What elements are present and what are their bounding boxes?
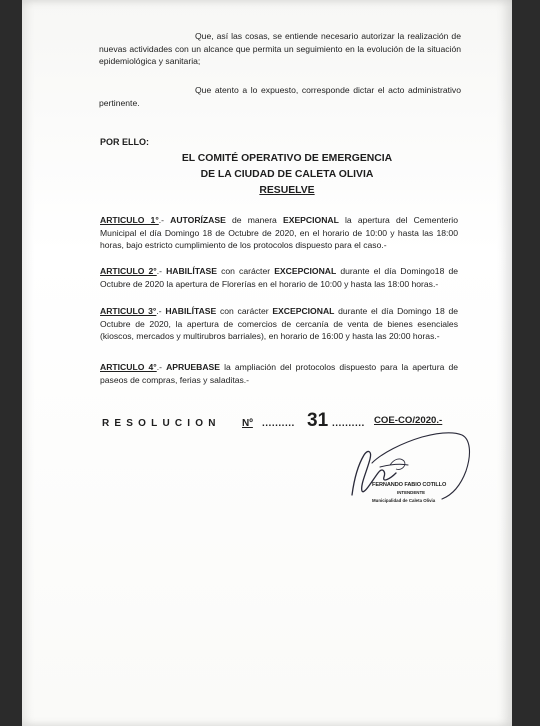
resolution-suffix: COE-CO/2020.- xyxy=(374,415,443,426)
article-1-label: ARTICULO 1° xyxy=(100,215,159,225)
signature-title: INTENDENTE xyxy=(397,490,426,495)
signature-organization: Municipalidad de Caleta Olivia xyxy=(372,498,436,503)
document-page xyxy=(22,0,512,726)
article-3-label: ARTICULO 3° xyxy=(100,306,157,316)
heading-line-2: DE LA CIUDAD DE CALETA OLIVIA xyxy=(200,169,374,180)
article-2: ARTICULO 2°.- HABILÍTASE con carácter EXCEPCIONAL durante el día Domingo18 de Octubre de 2020 la apertura de Florerías en el horario de 10:00 y hasta las 18:00 horas.- xyxy=(100,266,459,289)
resolution-nro-label: Nº xyxy=(242,418,253,429)
article-1: ARTICULO 1°.- AUTORÍZASE de manera EXEPCIONAL la apertura del Cementerio Municipal el día Domingo 18 de Octubre de 2020, en el horario de 10:00 y hasta las 18:00 horas, bajo estricto cumplimiento de los protocolos dispuesto para el caso.- xyxy=(100,215,458,251)
por-ello-label: POR ELLO: xyxy=(100,137,149,147)
paragraph-considerando-2: Que atento a lo expuesto, corresponde dictar el acto administrativo pertinente. xyxy=(99,85,461,108)
resolution-number-line: RESOLUCION Nº .......... 31 .......... COE-CO/2020.- xyxy=(102,410,443,431)
paragraph-considerando-1: Que, así las cosas, se entiende necesario autorizar la realización de nuevas actividades con un alcance que permita un seguimiento en la evolución de la situación epidemiológica y sanitaria; xyxy=(99,31,461,67)
article-4-label: ARTICULO 4° xyxy=(100,362,157,372)
article-3: ARTICULO 3°.- HABILÍTASE con carácter EXCEPCIONAL durante el día Domingo 18 de Octubre de 2020, la apertura de comercios de cercanía de venta de bienes esenciales (kioscos, mercados y multirubros barriales), en horario de 16:00 y hasta las 20:00 horas.- xyxy=(100,306,459,342)
heading-line-1: EL COMITÉ OPERATIVO DE EMERGENCIA xyxy=(181,153,393,164)
article-4: ARTICULO 4°.- APRUEBASE la ampliación del protocolos dispuesto para la apertura de paseos de compras, ferias y saladitas.- xyxy=(100,362,459,385)
resolution-number: 31 xyxy=(307,410,329,431)
article-2-label: ARTICULO 2° xyxy=(100,266,157,276)
resolution-word: RESOLUCION xyxy=(102,418,221,429)
heading-resuelve: RESUELVE xyxy=(259,185,315,196)
signature-name: FERNANDO FABIO COTILLO xyxy=(372,482,447,488)
